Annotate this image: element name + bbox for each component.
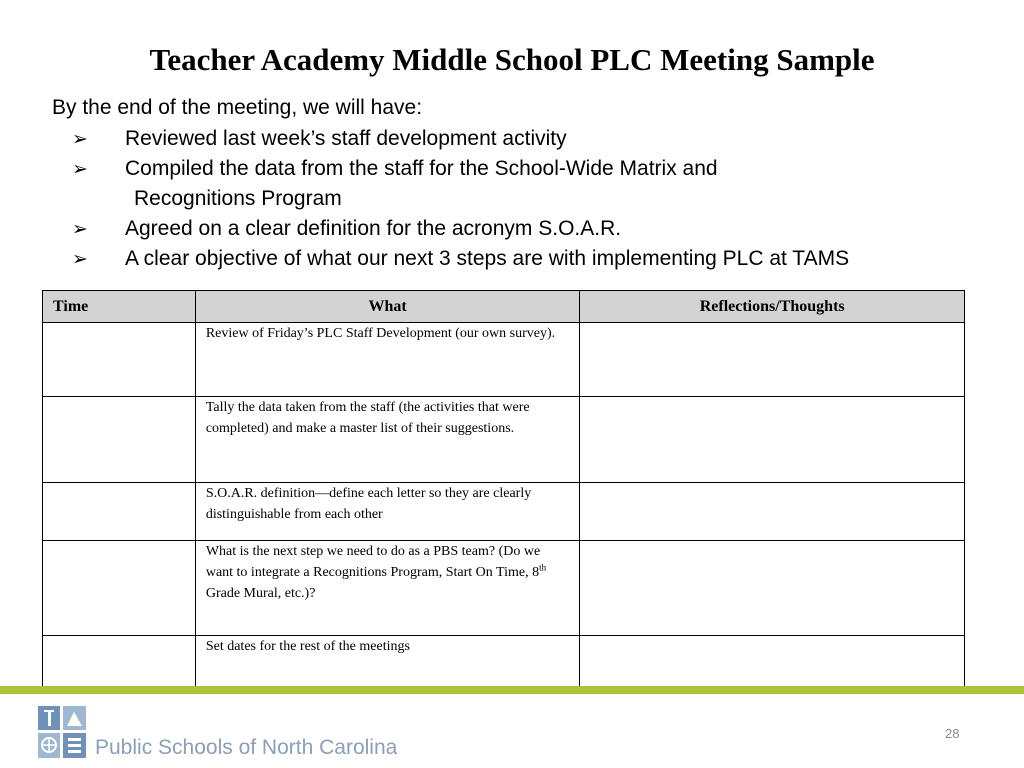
reflections-cell [580, 636, 965, 689]
what-cell: Review of Friday’s PLC Staff Development (our own survey). [195, 323, 580, 397]
bullet-text: Compiled the data from the staff for the School-Wide Matrix and [125, 157, 718, 180]
bullet-text: Reviewed last week’s staff development activity [125, 127, 567, 150]
intro-text: By the end of the meeting, we will have: [52, 96, 423, 119]
column-header-what: What [195, 291, 580, 323]
what-text-end: Grade Mural, etc.)? [205, 586, 316, 601]
objectives-list [72, 124, 849, 274]
table-row [43, 483, 965, 541]
column-header-reflections: Reflections/Thoughts [580, 291, 965, 323]
table-header-row [43, 291, 965, 323]
arrow-bullet-icon: ➢ [72, 218, 88, 240]
bullet-text: A clear objective of what our next 3 steps are with implementing PLC at TAMS [125, 247, 850, 270]
what-cell [195, 541, 580, 636]
list-item [72, 154, 849, 214]
time-cell [43, 541, 196, 636]
what-cell: Tally the data taken from the staff (the activities that were completed) and make a master list of their suggestions. [195, 397, 580, 483]
time-cell [43, 483, 196, 541]
arrow-bullet-icon: ➢ [72, 248, 88, 270]
what-cell: Set dates for the rest of the meetings [195, 636, 580, 689]
ordinal-superscript: th [539, 562, 547, 573]
organization-name: Public Schools of North Carolina [95, 736, 398, 759]
table-row [43, 541, 965, 636]
meeting-plan-table [42, 290, 965, 689]
reflections-cell [580, 541, 965, 636]
bullet-text: Agreed on a clear definition for the acronym S.O.A.R. [125, 217, 622, 240]
reflections-cell [580, 323, 965, 397]
list-item [72, 124, 849, 154]
slide-title: Teacher Academy Middle School PLC Meeting Sample [149, 42, 875, 77]
table-row [43, 636, 965, 689]
table-row [43, 397, 965, 483]
column-header-time: Time [43, 291, 196, 323]
reflections-cell [580, 397, 965, 483]
list-item [72, 244, 849, 274]
list-item [72, 214, 849, 244]
what-cell: S.O.A.R. definition—define each letter so they are clearly distinguishable from each other [195, 483, 580, 541]
time-cell [43, 323, 196, 397]
time-cell [43, 397, 196, 483]
arrow-bullet-icon: ➢ [72, 158, 88, 180]
arrow-bullet-icon: ➢ [72, 128, 88, 150]
ncdpi-logo-icon [36, 704, 88, 760]
time-cell [43, 636, 196, 689]
page-number: 28 [945, 726, 960, 741]
reflections-cell [580, 483, 965, 541]
footer-accent-band [0, 686, 1024, 694]
what-text: What is the next step we need to do as a PBS team? (Do we want to integrate a Recognitions Program, Start On Time, 8 [205, 544, 541, 580]
bullet-text-continuation: Recognitions Program [134, 187, 342, 210]
table-row [43, 323, 965, 397]
